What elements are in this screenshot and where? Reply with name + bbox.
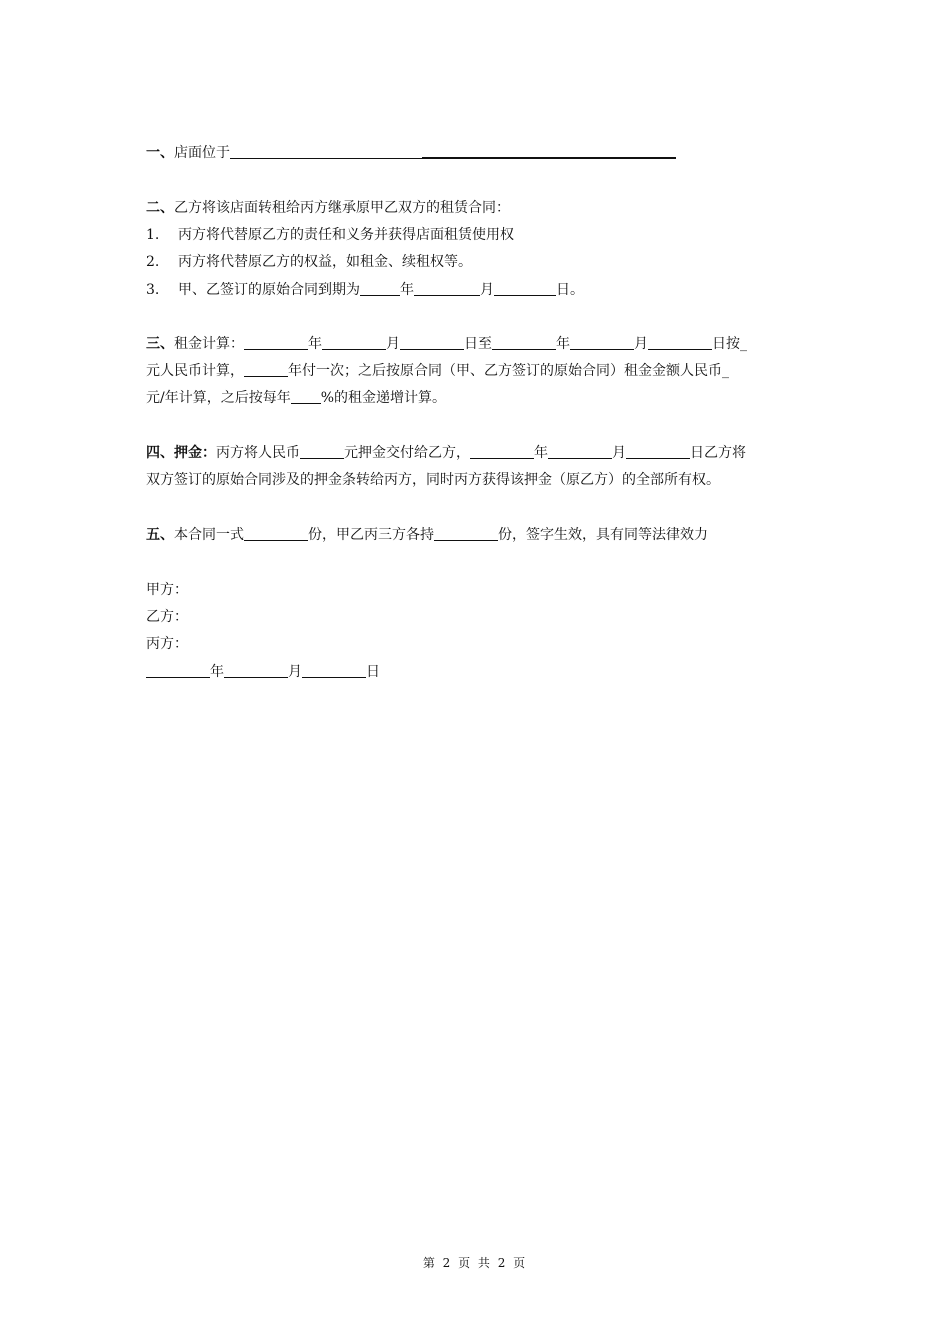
blank-field — [570, 335, 634, 350]
blank-field — [244, 362, 288, 377]
section-3-line-2 — [146, 361, 729, 381]
section-3-line-1 — [146, 334, 747, 354]
blank-field — [400, 335, 464, 350]
year-label: 年 — [400, 282, 414, 298]
month-label: 月 — [612, 445, 626, 461]
section-4-text: 日乙方将 — [690, 445, 746, 461]
blank-field — [434, 526, 498, 541]
section-4-line-1 — [146, 443, 746, 463]
section-3-line-3 — [146, 388, 446, 408]
day-label: 日至 — [464, 336, 492, 352]
blank-field — [492, 335, 556, 350]
item-number: 2. — [146, 254, 160, 270]
section-3-text: 元/年计算，之后按每年 — [146, 390, 291, 406]
section-3-text: 年付一次；之后按原合同（甲、乙方签订的原始合同）租金金额人民币_ — [288, 363, 729, 379]
section-4-text: 元押金交付给乙方， — [344, 445, 470, 461]
item-number: 1. — [146, 227, 160, 243]
section-3-text: 元人民币计算， — [146, 363, 244, 379]
blank-field — [224, 663, 288, 678]
section-3-label: 租金计算： — [174, 336, 244, 352]
day-label: 日按_ — [712, 336, 747, 352]
section-2-item-3 — [146, 280, 584, 300]
month-label: 月 — [634, 336, 648, 352]
month-label: 月 — [480, 282, 494, 298]
section-4-heading: 四、押金： — [146, 445, 216, 461]
blank-field — [244, 526, 308, 541]
signature-party-a — [146, 580, 188, 600]
blank-field — [548, 444, 612, 459]
blank-field — [470, 444, 534, 459]
blank-field — [300, 444, 344, 459]
year-label: 年 — [210, 664, 224, 680]
day-label: 日。 — [556, 282, 584, 298]
address-blank-2 — [422, 143, 676, 159]
section-4-text: 双方签订的原始合同涉及的押金条转给丙方，同时丙方获得该押金（原乙方）的全部所有权。 — [146, 472, 720, 488]
party-c-label: 丙方： — [146, 636, 188, 652]
signature-party-b — [146, 607, 188, 627]
item-number: 3. — [146, 282, 160, 298]
section-2 — [146, 198, 510, 218]
section-5-text: 份，签字生效，具有同等法律效力 — [498, 527, 708, 543]
party-b-label: 乙方： — [146, 609, 188, 625]
section-4-line-2 — [146, 470, 720, 490]
section-5-text: 份，甲乙丙三方各持 — [308, 527, 434, 543]
blank-field — [648, 335, 712, 350]
section-3-heading: 三、 — [146, 336, 174, 352]
blank-field — [244, 335, 308, 350]
year-label: 年 — [534, 445, 548, 461]
section-2-item-1 — [146, 225, 514, 245]
section-1-heading: 一、 — [146, 145, 174, 161]
item-text: 丙方将代替原乙方的责任和义务并获得店面租赁使用权 — [178, 227, 514, 243]
blank-field — [494, 281, 556, 296]
item-text: 丙方将代替原乙方的权益，如租金、续租权等。 — [178, 254, 472, 270]
blank-field — [414, 281, 480, 296]
page-footer: 第 2 页 共 2 页 — [422, 1256, 528, 1270]
section-3-text: %的租金递增计算。 — [320, 390, 447, 406]
item-text: 甲、乙签订的原始合同到期为 — [178, 282, 360, 298]
signature-date — [146, 662, 380, 682]
section-2-item-2 — [146, 252, 472, 272]
blank-field — [302, 663, 366, 678]
month-label: 月 — [386, 336, 400, 352]
blank-field — [291, 389, 321, 404]
signature-party-c — [146, 634, 188, 654]
blank-field — [322, 335, 386, 350]
section-5-text: 本合同一式 — [174, 527, 244, 543]
section-5 — [146, 525, 708, 545]
blank-field — [360, 281, 400, 296]
year-label: 年 — [556, 336, 570, 352]
address-blank-1 — [230, 144, 422, 159]
month-label: 月 — [288, 664, 302, 680]
section-2-text: 乙方将该店面转租给丙方继承原甲乙双方的租赁合同： — [174, 200, 510, 216]
section-1-text: 店面位于 — [174, 145, 230, 161]
blank-field — [626, 444, 690, 459]
year-label: 年 — [308, 336, 322, 352]
section-2-heading: 二、 — [146, 200, 174, 216]
blank-field — [146, 663, 210, 678]
section-5-heading: 五、 — [146, 527, 174, 543]
day-label: 日 — [366, 664, 380, 680]
section-1 — [146, 143, 676, 163]
party-a-label: 甲方： — [146, 582, 188, 598]
section-4-text: 丙方将人民币 — [216, 445, 300, 461]
